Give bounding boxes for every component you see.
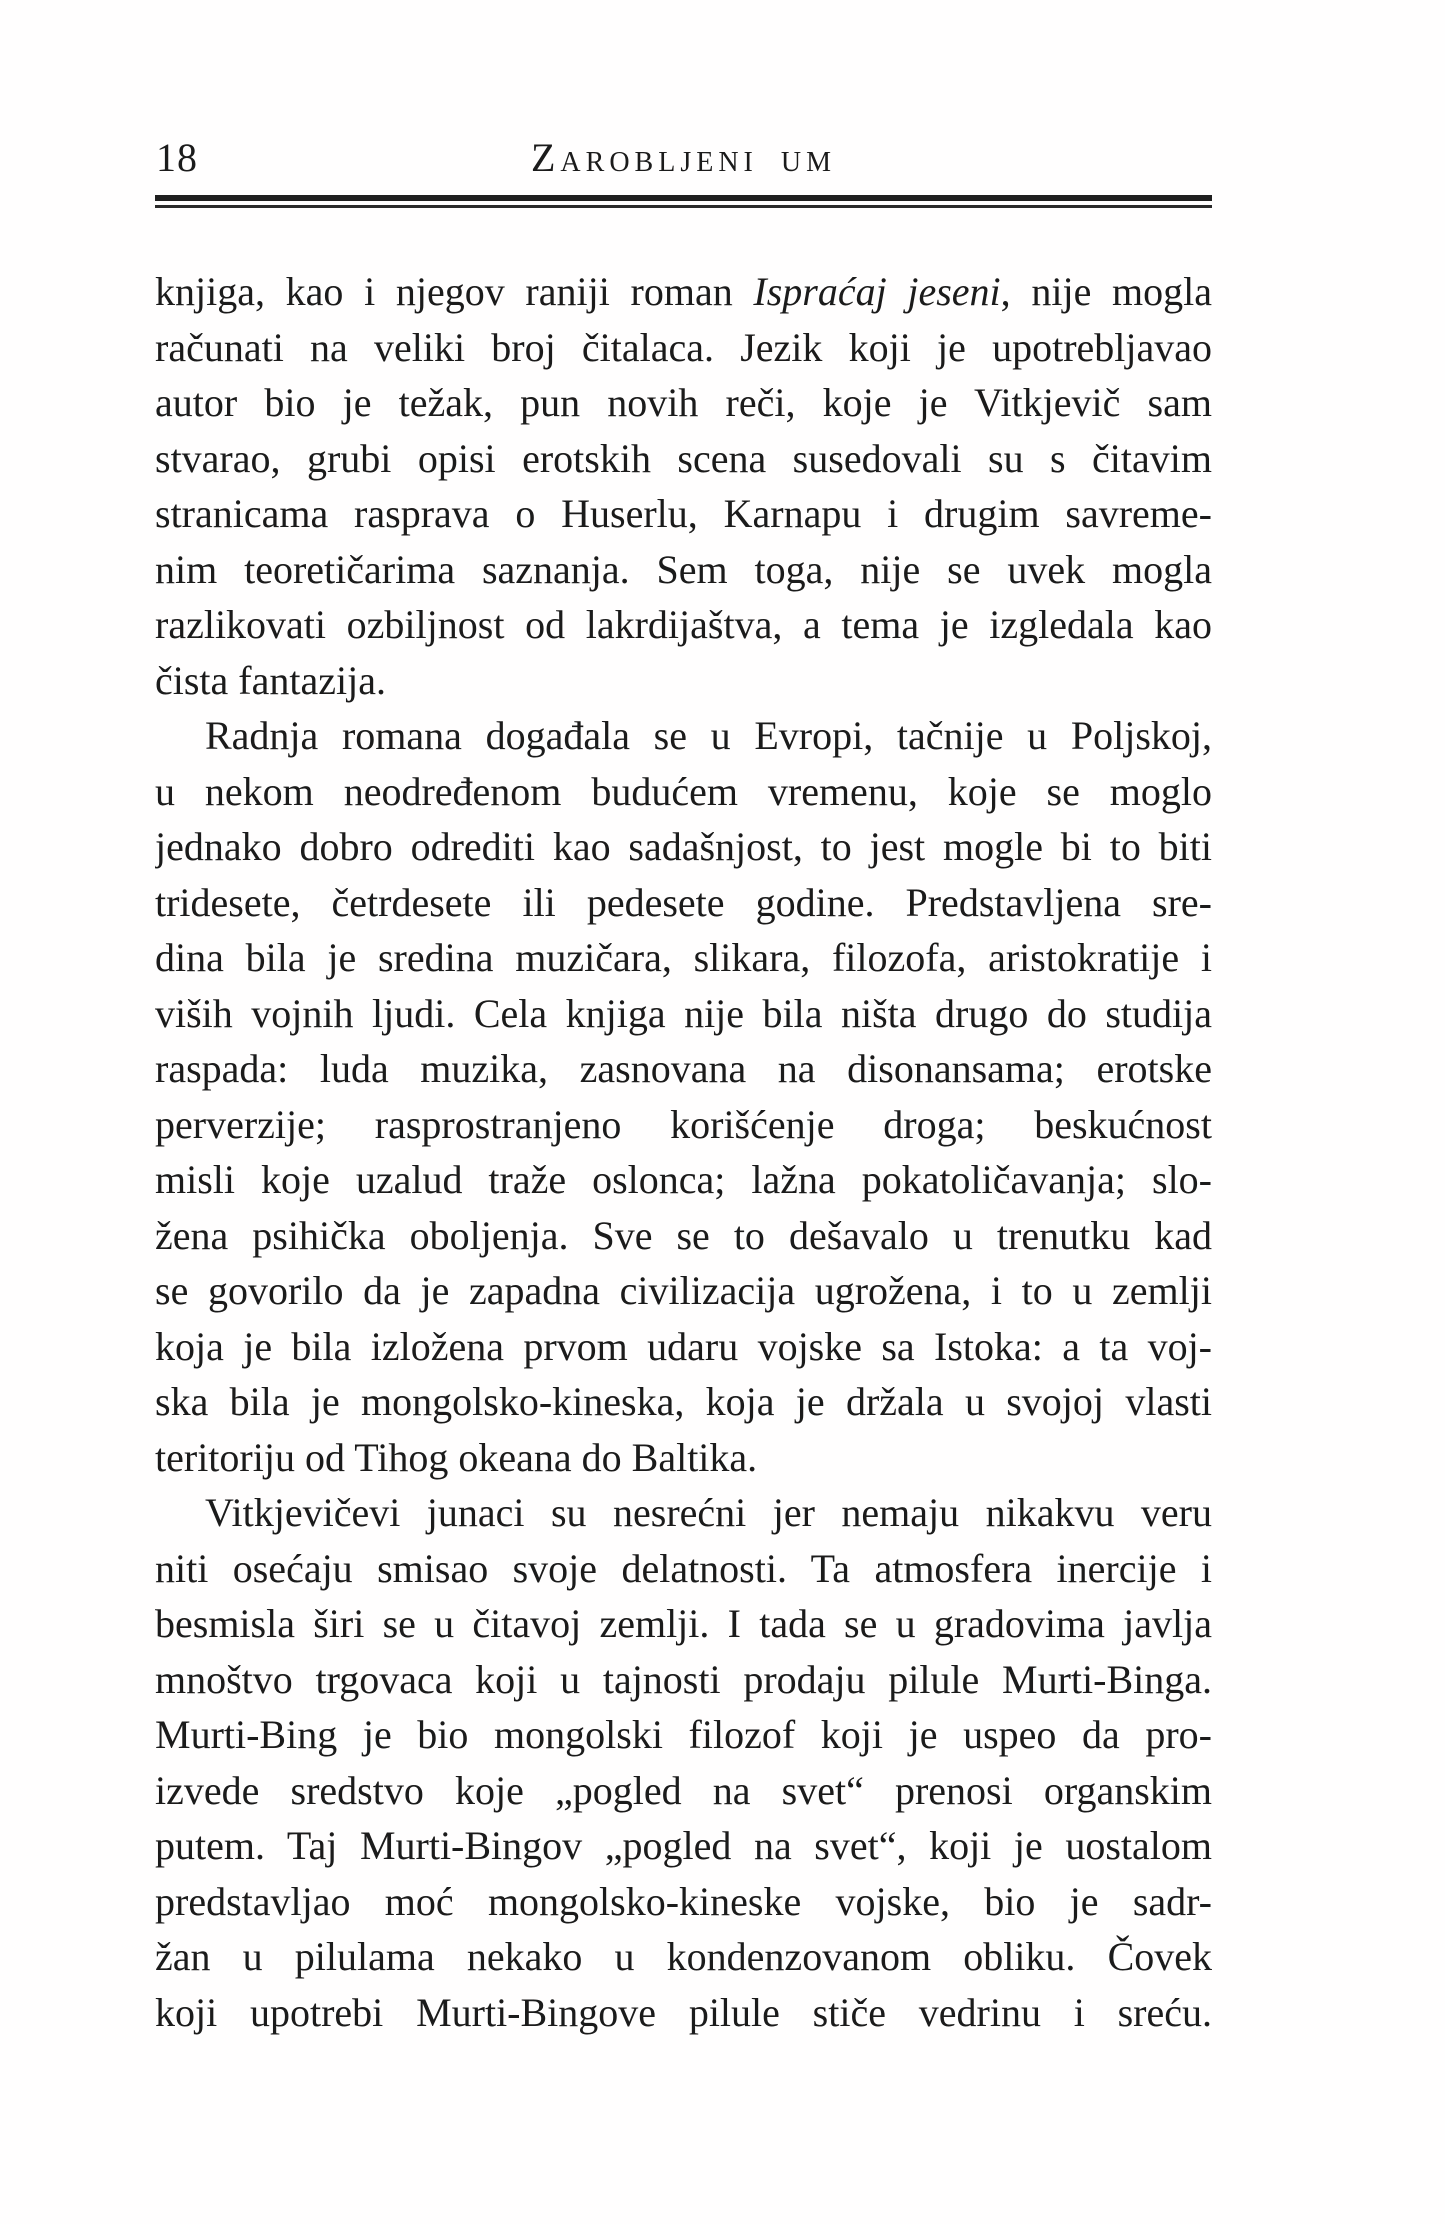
text-line xyxy=(155,1541,1212,1597)
text-segment: čista fantazija. xyxy=(155,657,386,703)
text-segment: Murti-Bing je bio mongolski filozof koji je uspeo da pro- xyxy=(155,1712,1212,1757)
text-segment: dina bila je sredina muzičara, slikara, filozofa, aristokratije i xyxy=(155,935,1212,980)
text-segment: nim teoretičarima saznanja. Sem toga, nije se uvek mogla xyxy=(155,546,1212,592)
text-segment: tridesete, četrdesete ili pedesete godine. Predstavljena sre- xyxy=(155,879,1212,925)
text-line xyxy=(155,1097,1212,1153)
text-segment: stvarao, grubi opisi erotskih scena susedovali su s čitavim xyxy=(155,435,1212,481)
text-segment: se govorilo da je zapadna civilizacija ugrožena, i to u zemlji xyxy=(155,1268,1212,1313)
text-segment: koji upotrebi Murti-Bingove pilule stiče vedrinu i sreću. xyxy=(155,1989,1212,2035)
text-block xyxy=(155,264,1212,2040)
text-line xyxy=(155,1874,1212,1930)
text-line xyxy=(155,1208,1212,1264)
text-line xyxy=(155,486,1212,542)
text-line xyxy=(155,1596,1212,1652)
text-segment: teritoriju od Tihog okeana do Baltika. xyxy=(155,1434,758,1480)
text-segment: misli koje uzalud traže oslonca; lažna pokatoličavanja; slo- xyxy=(155,1157,1212,1202)
text-segment: izvede sredstvo koje „pogled na svet“ prenosi organskim xyxy=(155,1767,1212,1813)
text-line xyxy=(155,708,1212,764)
page-number: 18 xyxy=(156,135,198,180)
text-line xyxy=(155,542,1212,598)
text-segment: ska bila je mongolsko-kineska, koja je držala u svojoj vlasti xyxy=(155,1379,1212,1424)
text-segment: računati na veliki broj čitalaca. Jezik koji je upotrebljavao xyxy=(155,324,1212,370)
text-line xyxy=(155,653,1212,709)
page-header xyxy=(155,0,1212,195)
text-segment: mnoštvo trgovaca koji u tajnosti prodaju pilule Murti-Binga. xyxy=(155,1656,1212,1702)
text-segment: knjiga, kao i njegov raniji roman xyxy=(155,269,754,314)
text-segment: razlikovati ozbiljnost od lakrdijaštva, a tema je izgledala kao xyxy=(155,602,1212,647)
text-line xyxy=(155,375,1212,431)
running-title: Zarobljeni um xyxy=(531,135,836,180)
text-segment: Radnja romana događala se u Evropi, tačnije u Poljskoj, xyxy=(205,713,1212,758)
text-segment: raspada: luda muzika, zasnovana na disonansama; erotske xyxy=(155,1046,1212,1091)
text-line xyxy=(155,431,1212,487)
text-segment: žena psihička oboljenja. Sve se to dešavalo u trenutku kad xyxy=(155,1212,1212,1258)
text-line xyxy=(155,264,1212,320)
text-line xyxy=(155,1985,1212,2041)
text-line xyxy=(155,875,1212,931)
text-segment: jednako dobro odrediti kao sadašnjost, to jest mogle bi to biti xyxy=(155,824,1212,869)
paragraph xyxy=(155,708,1212,1485)
text-line xyxy=(155,819,1212,875)
text-segment: besmisla širi se u čitavoj zemlji. I tada se u gradovima javlja xyxy=(155,1601,1212,1646)
italic-text-segment: Ispraćaj jeseni xyxy=(753,269,1001,314)
text-line xyxy=(155,1263,1212,1319)
text-line xyxy=(155,1707,1212,1763)
text-segment: putem. Taj Murti-Bingov „pogled na svet“, koji je uostalom xyxy=(155,1823,1212,1868)
text-segment: , nije mogla xyxy=(1000,269,1212,314)
text-segment: žan u pilulama nekako u kondenzovanom obliku. Čovek xyxy=(155,1934,1212,1979)
paragraph xyxy=(155,264,1212,708)
text-segment: niti osećaju smisao svoje delatnosti. Ta atmosfera inercije i xyxy=(155,1545,1212,1591)
text-line xyxy=(155,597,1212,653)
text-line xyxy=(155,1929,1212,1985)
text-line xyxy=(155,986,1212,1042)
text-line xyxy=(155,1818,1212,1874)
text-segment: stranicama rasprava o Huserlu, Karnapu i drugim savreme- xyxy=(155,491,1212,536)
text-segment: predstavljao moć mongolsko-kineske vojske, bio je sadr- xyxy=(155,1878,1212,1924)
text-segment: Vitkjevičevi junaci su nesrećni jer nemaju nikakvu veru xyxy=(205,1490,1212,1535)
text-segment: koja je bila izložena prvom udaru vojske sa Istoka: a ta voj- xyxy=(155,1323,1212,1369)
text-line xyxy=(155,1652,1212,1708)
text-line xyxy=(155,764,1212,820)
text-line xyxy=(155,1152,1212,1208)
text-line xyxy=(155,1763,1212,1819)
text-line xyxy=(155,1430,1212,1486)
text-line xyxy=(155,320,1212,376)
text-segment: u nekom neodređenom budućem vremenu, koje se moglo xyxy=(155,768,1212,814)
header-divider-rule xyxy=(155,195,1212,208)
text-segment: perverzije; rasprostranjeno korišćenje droga; beskućnost xyxy=(155,1101,1212,1147)
text-line xyxy=(155,1374,1212,1430)
text-line xyxy=(155,930,1212,986)
text-segment: autor bio je težak, pun novih reči, koje je Vitkjevič sam xyxy=(155,380,1212,425)
text-line xyxy=(155,1041,1212,1097)
paragraph xyxy=(155,1485,1212,2040)
text-line xyxy=(155,1319,1212,1375)
text-segment: viših vojnih ljudi. Cela knjiga nije bila ništa drugo do studija xyxy=(155,990,1212,1036)
text-line xyxy=(155,1485,1212,1541)
